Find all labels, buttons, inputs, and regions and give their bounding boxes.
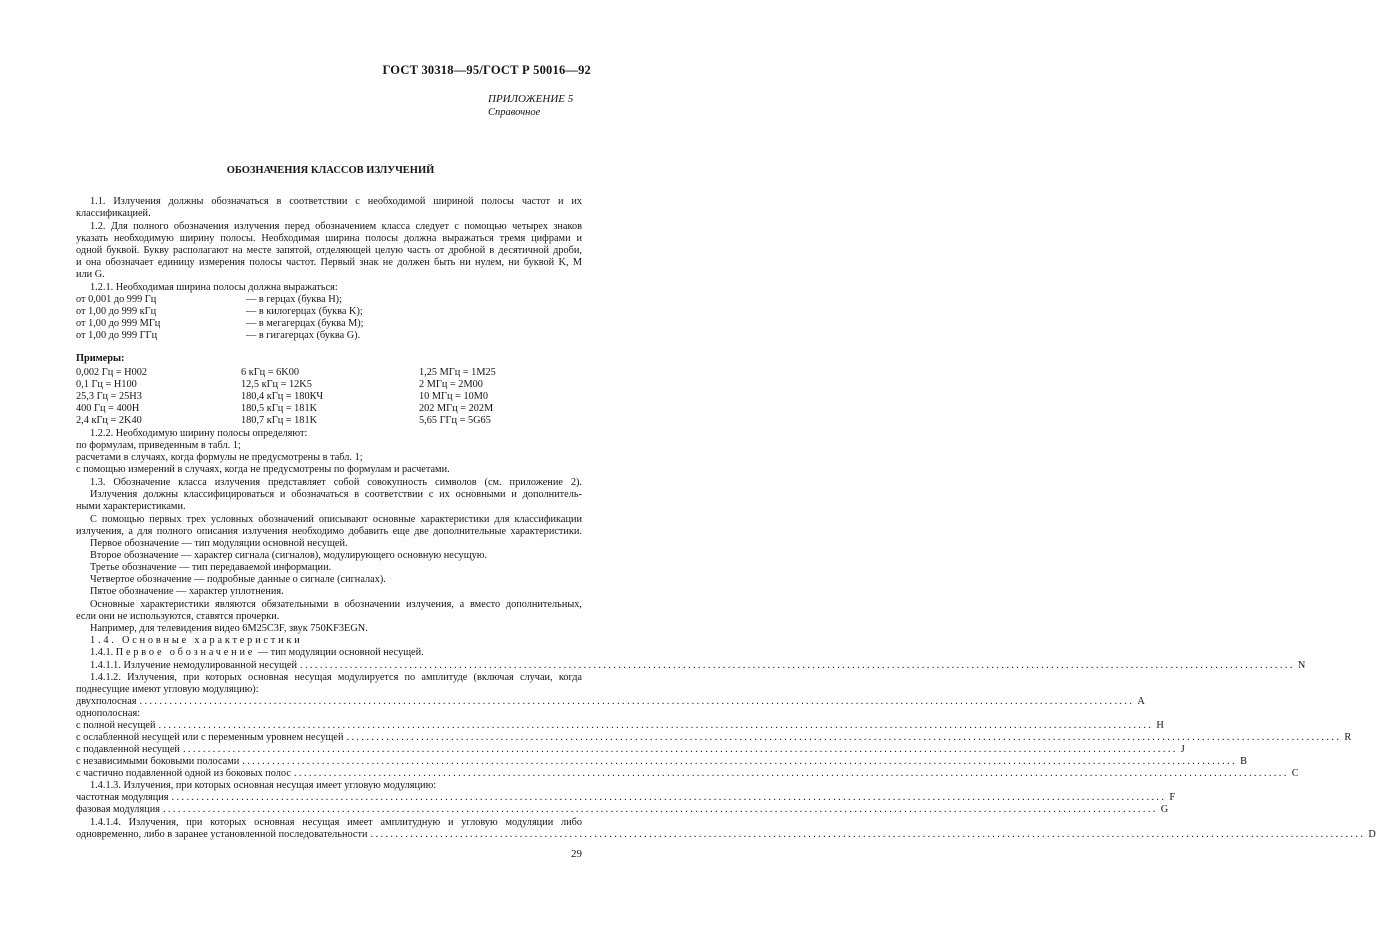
range-row: от 0,001 до 999 Гц [76, 294, 157, 305]
example-item: 400 Гц = 400H [76, 403, 140, 414]
range-unit: — в килогерцах (буква K); [246, 306, 363, 317]
range-unit: — в герцах (буква H); [246, 294, 342, 305]
leader-code: J [1180, 744, 1185, 755]
leader-row [76, 720, 1164, 732]
reference-label: Справочное [488, 107, 541, 118]
leader-dots: ........................................................................................................................................................................................................ [139, 696, 1135, 707]
page-number: 29 [571, 848, 582, 860]
list-item: однополосная: [76, 708, 141, 719]
leader-code: G [1160, 804, 1169, 815]
paragraph-1-2-line: 1.2. Для полного обозначения излучения перед обозначением класса следует с помощью четырех знаков [90, 221, 582, 232]
example-item: 0,1 Гц = H100 [76, 379, 137, 390]
paragraph-1-2-1-intro: 1.2.1. Необходимая ширина полосы должна выражаться: [90, 282, 338, 293]
paragraph-1-1-line: классификацией. [76, 208, 151, 219]
leader-row [76, 768, 1299, 780]
leader-label: частотная модуляция [76, 792, 169, 803]
paragraph-1-3-line: С помощью первых трех условных обозначений описывают основные характеристики для классификации [90, 514, 582, 525]
section-1-4-1-3-line: 1.4.1.3. Излучения, при которых основная несущая имеет угловую модуляцию: [90, 780, 437, 791]
example-item: 2,4 кГц = 2K40 [76, 415, 142, 426]
leader-code: R [1344, 732, 1352, 743]
leader-dots: ........................................................................................................................................................................................................ [346, 732, 1342, 743]
range-row: от 1,00 до 999 ГГц [76, 330, 158, 341]
leader-dots: ........................................................................................................................................................................................................ [370, 829, 1366, 840]
section-1-4-1-rest: — тип модуляции основной несущей. [257, 647, 424, 658]
example-item: 180,4 кГц = 180КЧ [241, 391, 324, 402]
leader-row [76, 696, 1145, 708]
paragraph-1-3-line: Пятое обозначение — характер уплотнения. [90, 586, 284, 597]
page-title: ОБОЗНАЧЕНИЯ КЛАССОВ ИЗЛУЧЕНИЙ [226, 165, 435, 176]
leader-label: с независимыми боковыми полосами [76, 756, 240, 767]
leader-code: B [1240, 756, 1247, 767]
paragraph-1-2-2-line: по формулам, приведенным в табл. 1; [76, 440, 241, 451]
range-unit: — в мегагерцах (буква M); [246, 318, 364, 329]
leader-dots: ........................................................................................................................................................................................................ [158, 720, 1154, 731]
paragraph-1-2-2-line: 1.2.2. Необходимую ширину полосы определяют: [90, 428, 308, 439]
leader-label: одновременно, либо в заранее установленной последовательности [76, 829, 368, 840]
paragraph-1-2-2-line: с помощью измерений в случаях, когда не предусмотрены по формулам и расчетами. [76, 464, 450, 475]
paragraph-1-2-line: одной буквой. Букву располагают на месте запятой, отделяющей целую часть от дробной в десятичной дроби, [76, 245, 582, 256]
paragraph-1-3-line: Например, для телевидения видео 6M25C3F, звук 750KF3EGN. [90, 623, 368, 634]
example-item: 180,5 кГц = 181K [241, 403, 318, 414]
leader-label: фазовая модуляция [76, 804, 160, 815]
section-1-4-title: 1.4. Основные характеристики [90, 635, 303, 646]
section-1-4-1-spaced-term: Первое обозначение [115, 647, 256, 658]
leader-code: C [1291, 768, 1299, 779]
leader-code: D [1368, 829, 1376, 840]
leader-code: A [1137, 696, 1145, 707]
example-item: 0,002 Гц = H002 [76, 367, 148, 378]
leader-label: с частично подавленной одной из боковых полос [76, 768, 291, 779]
range-row: от 1,00 до 999 кГц [76, 306, 157, 317]
leader-dots: ........................................................................................................................................................................................................ [182, 744, 1178, 755]
leader-dots: ........................................................................................................................................................................................................ [171, 792, 1167, 803]
leader-row [76, 756, 1247, 768]
example-item: 180,7 кГц = 181K [241, 415, 318, 426]
example-item: 1,25 МГц = 1M25 [419, 367, 496, 378]
example-item: 6 кГц = 6K00 [241, 367, 300, 378]
paragraph-1-1-line: 1.1. Излучения должны обозначаться в соответствии с необходимой шириной полосы частот и их [90, 196, 582, 207]
leader-label: с подавленной несущей [76, 744, 180, 755]
example-item: 2 МГц = 2M00 [419, 379, 483, 390]
range-row: от 1,00 до 999 МГц [76, 318, 161, 329]
leader-row [76, 804, 1169, 816]
example-item: 5,65 ГГц = 5G65 [419, 415, 491, 426]
paragraph-1-2-2-line: расчетами в случаях, когда формулы не предусмотрены в табл. 1; [76, 452, 363, 463]
leader-label: с полной несущей [76, 720, 156, 731]
leader-row [76, 792, 1176, 804]
paragraph-1-3-line: Второе обозначение — характер сигнала (сигналов), модулирующего основную несущую. [90, 550, 488, 561]
appendix-label: ПРИЛОЖЕНИЕ 5 [488, 93, 574, 105]
leader-row [76, 829, 1376, 841]
standard-header: ГОСТ 30318—95/ГОСТ Р 50016—92 [382, 63, 591, 77]
leader-label: с ослабленной несущей или с переменным уровнем несущей [76, 732, 344, 743]
leader-row [90, 660, 1306, 672]
example-item: 25,3 Гц = 25H3 [76, 391, 142, 402]
paragraph-1-3-line: Первое обозначение — тип модуляции основной несущей. [90, 538, 348, 549]
paragraph-1-2-line: или G. [76, 269, 105, 280]
paragraph-1-2-line: указать необходимую ширину полосы. Необходимая ширина полосы должна выражаться тремя цифрами и [76, 233, 582, 244]
paragraph-1-3-line: ными характеристиками. [76, 501, 186, 512]
section-1-4-1-4-line: 1.4.1.4. Излучения, при которых основная несущая имеет амплитудную и угловую модуляции либо [90, 817, 582, 828]
example-item: 10 МГц = 10M0 [419, 391, 489, 402]
paragraph-1-3-line: если они не используются, ставятся прочерки. [76, 611, 280, 622]
leader-code: H [1156, 720, 1164, 731]
paragraph-1-3-line: Основные характеристики являются обязательными в обозначении излучения, а вместо дополнительных, [90, 599, 582, 610]
section-1-4-1-number: 1.4.1. [90, 647, 114, 658]
leader-row [76, 744, 1185, 756]
section-1-4-1-2-line: поднесущие имеют угловую модуляцию): [76, 684, 259, 695]
paragraph-1-3-line: 1.3. Обозначение класса излучения представляет собой совокупность символов (см. приложение 2). [90, 477, 582, 488]
examples-heading: Примеры: [76, 353, 125, 364]
example-item: 12,5 кГц = 12K5 [241, 379, 312, 390]
paragraph-1-3-line: Излучения должны классифицироваться и обозначаться в соответствии с их основными и дополнитель- [90, 489, 582, 500]
example-item: 202 МГц = 202M [419, 403, 494, 414]
paragraph-1-2-line: и она обозначает единицу измерения полосы частот. Первый знак не должен быть ни нулем, ни буквой K, M [76, 257, 582, 268]
leader-dots: ........................................................................................................................................................................................................ [162, 804, 1158, 815]
leader-code: F [1169, 792, 1176, 803]
paragraph-1-3-line: излучения, а для полного описания излучения необходимо добавить еще две дополнительные характеристики. [76, 526, 582, 537]
leader-dots: ........................................................................................................................................................................................................ [293, 768, 1289, 779]
leader-label: 1.4.1.1. Излучение немодулированной несущей [90, 660, 297, 671]
leader-dots: ........................................................................................................................................................................................................ [242, 756, 1238, 767]
section-1-4-1-line [90, 647, 596, 659]
section-1-4-1-2-line: 1.4.1.2. Излучения, при которых основная несущая модулируется по амплитуде (включая случаи, когда [90, 672, 582, 683]
paragraph-1-3-line: Третье обозначение — тип передаваемой информации. [90, 562, 332, 573]
paragraph-1-3-line: Четвертое обозначение — подробные данные о сигнале (сигналах). [90, 574, 386, 585]
leader-label: двухполосная [76, 696, 137, 707]
leader-dots: ........................................................................................................................................................................................................ [299, 660, 1295, 671]
leader-code: N [1297, 660, 1306, 671]
range-unit: — в гигагерцах (буква G). [246, 330, 361, 341]
leader-row [76, 732, 1352, 744]
